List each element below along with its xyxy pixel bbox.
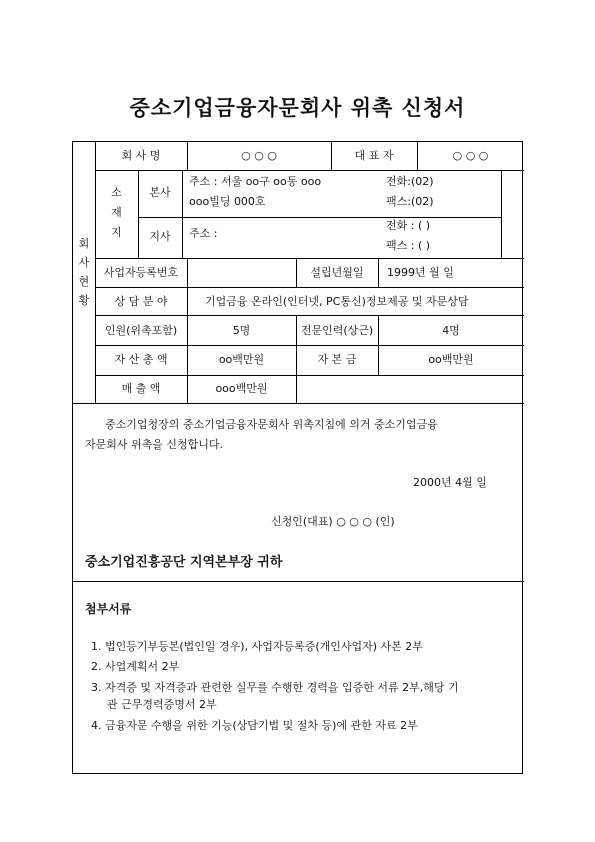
- attachments-title: 첨부서류: [85, 602, 132, 616]
- head-office-address2: ooo빌딩 000호: [189, 195, 266, 208]
- branch-phone: 전화 : ( ): [386, 219, 431, 232]
- head-office-phone: 전화:(02): [386, 175, 434, 188]
- attachment-item-3-cont: 관 근무경력증명서 2부: [107, 698, 217, 711]
- applicant-signature: 신청인(대표) ○ ○ ○ (인): [271, 515, 395, 528]
- head-office-fax: 팩스:(02): [386, 195, 434, 208]
- staff-value: 5명: [232, 324, 251, 337]
- consult-field-label: 상 담 분 야: [114, 295, 168, 308]
- staff-label: 인원(위촉포함): [104, 324, 178, 337]
- statement-line-2: 자문회사 위촉을 신청합니다.: [85, 438, 224, 451]
- expert-label: 전문인력(상근): [300, 324, 374, 337]
- capital-label: 자 본 금: [317, 353, 357, 366]
- branch-address: 주소 :: [189, 227, 218, 240]
- application-form: [72, 141, 523, 774]
- capital-value: oo백만원: [428, 353, 474, 366]
- sales-label: 매 출 액: [121, 382, 161, 395]
- branch-fax: 팩스 : ( ): [386, 239, 431, 252]
- expert-value: 4명: [442, 324, 460, 337]
- head-office-label: 본사: [149, 186, 171, 199]
- attachment-item-1: 1. 법인등기부등본(법인일 경우), 사업자등록증(개인사업자) 사본 2부: [91, 640, 423, 653]
- ceo-value: ○ ○ ○: [452, 149, 489, 162]
- sales-value: ooo백만원: [215, 382, 268, 395]
- consult-field-value: 기업금융 온라인(인터넷, PC통신)정보제공 및 자문상담: [205, 295, 469, 308]
- form-title: 중소기업금융자문회사 위촉 신청서: [129, 95, 466, 120]
- company-name-value: ○ ○ ○: [241, 149, 277, 162]
- head-office-address: 주소 : 서울 oo구 oo동 ooo: [189, 175, 322, 188]
- founded-label: 설립년월일: [310, 266, 364, 279]
- recipient: 중소기업진흥공단 지역본부장 귀하: [85, 555, 283, 570]
- statement-line-1: 중소기업청장의 중소기업금융자문회사 위촉지침에 의거 중소기업금융: [105, 418, 438, 431]
- biz-reg-label: 사업자등록번호: [103, 266, 179, 279]
- founded-value: 1999년 월 일: [387, 266, 454, 279]
- assets-value: oo백만원: [218, 353, 265, 366]
- assets-label: 자 산 총 액: [114, 353, 168, 366]
- attachment-item-2: 2. 사업계획서 2부: [91, 660, 180, 673]
- attachment-item-4: 4. 금융자문 수행을 위한 기능(상담기법 및 절차 등)에 관한 자료 2부: [91, 719, 418, 732]
- location-label: 소 재 지: [111, 186, 122, 239]
- branch-label: 지사: [149, 230, 171, 243]
- company-status-label: 회 사 현 황: [78, 237, 90, 307]
- company-name-label: 회 사 명: [121, 149, 161, 162]
- ceo-label: 대 표 자: [354, 149, 394, 162]
- application-date: 2000년 4월 일: [413, 476, 487, 489]
- attachment-item-3: 3. 자격증 및 자격증과 관련한 실무를 수행한 경력을 입증한 서류 2부,해당 기: [91, 681, 459, 694]
